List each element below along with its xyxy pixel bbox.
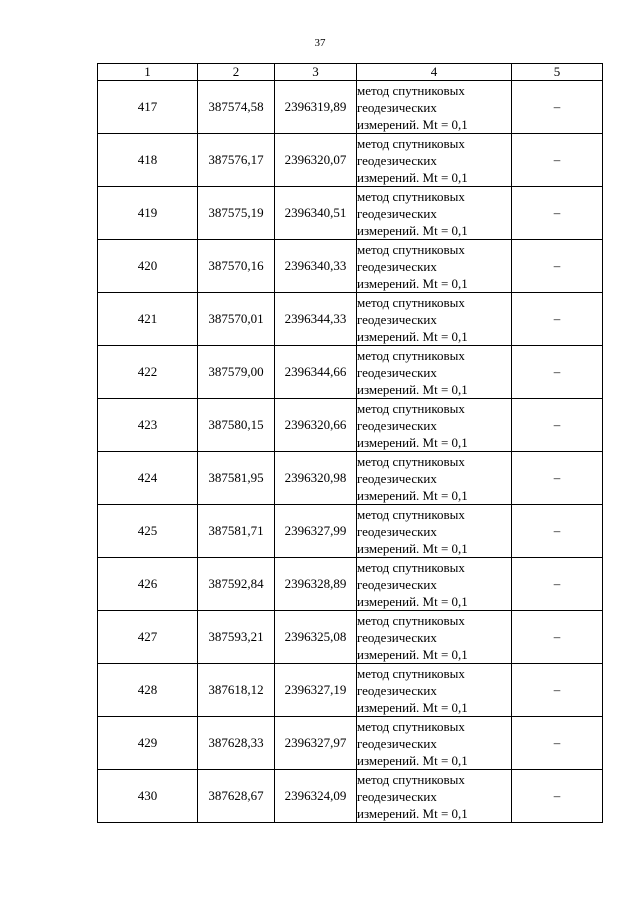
method-line: измерений. Mt = 0,1 [357,275,468,291]
table-row [98,293,603,346]
method-line: геодезических [357,99,437,115]
table-row [98,399,603,452]
method-line: геодезических [357,629,437,645]
method-cell [357,134,512,187]
method-cell [357,770,512,823]
method-line: метод спутниковых [357,559,465,575]
method-line: измерений. Mt = 0,1 [357,222,468,238]
method-line: геодезических [357,417,437,433]
method-cell [357,505,512,558]
point-number-cell: 425 [98,505,198,558]
point-number-cell: 423 [98,399,198,452]
y-coordinate-cell: 2396340,51 [275,187,357,240]
table-row [98,346,603,399]
method-line: геодезических [357,576,437,592]
method-cell [357,187,512,240]
x-coordinate-cell: 387579,00 [198,346,275,399]
x-coordinate-cell: 387581,95 [198,452,275,505]
x-coordinate-cell: 387592,84 [198,558,275,611]
method-line: метод спутниковых [357,188,465,204]
method-line: геодезических [357,788,437,804]
method-line: геодезических [357,205,437,221]
method-cell [357,611,512,664]
x-coordinate-cell: 387574,58 [198,81,275,134]
note-cell: – [512,81,603,134]
method-line: метод спутниковых [357,82,465,98]
method-line: метод спутниковых [357,506,465,522]
y-coordinate-cell: 2396319,89 [275,81,357,134]
method-line: метод спутниковых [357,347,465,363]
note-cell: – [512,187,603,240]
point-number-cell: 424 [98,452,198,505]
point-number-cell: 420 [98,240,198,293]
table-header-row [98,64,603,81]
x-coordinate-cell: 387570,16 [198,240,275,293]
method-line: геодезических [357,735,437,751]
note-cell: – [512,717,603,770]
column-header: 1 [98,64,198,81]
method-line: измерений. Mt = 0,1 [357,169,468,185]
x-coordinate-cell: 387628,33 [198,717,275,770]
y-coordinate-cell: 2396344,33 [275,293,357,346]
method-line: геодезических [357,152,437,168]
method-line: метод спутниковых [357,771,465,787]
note-cell: – [512,240,603,293]
point-number-cell: 417 [98,81,198,134]
method-line: измерений. Mt = 0,1 [357,646,468,662]
column-header: 5 [512,64,603,81]
x-coordinate-cell: 387570,01 [198,293,275,346]
method-line: геодезических [357,364,437,380]
y-coordinate-cell: 2396327,97 [275,717,357,770]
method-line: измерений. Mt = 0,1 [357,434,468,450]
point-number-cell: 419 [98,187,198,240]
method-cell [357,240,512,293]
y-coordinate-cell: 2396325,08 [275,611,357,664]
method-line: измерений. Mt = 0,1 [357,381,468,397]
point-number-cell: 418 [98,134,198,187]
note-cell: – [512,293,603,346]
method-line: измерений. Mt = 0,1 [357,699,468,715]
note-cell: – [512,399,603,452]
table-row [98,81,603,134]
point-number-cell: 430 [98,770,198,823]
x-coordinate-cell: 387618,12 [198,664,275,717]
y-coordinate-cell: 2396340,33 [275,240,357,293]
note-cell: – [512,770,603,823]
table-body [98,81,603,823]
method-line: метод спутниковых [357,612,465,628]
note-cell: – [512,505,603,558]
x-coordinate-cell: 387581,71 [198,505,275,558]
y-coordinate-cell: 2396327,19 [275,664,357,717]
note-cell: – [512,134,603,187]
note-cell: – [512,664,603,717]
method-line: геодезических [357,258,437,274]
method-cell [357,81,512,134]
point-number-cell: 427 [98,611,198,664]
x-coordinate-cell: 387575,19 [198,187,275,240]
table-row [98,452,603,505]
table-row [98,187,603,240]
table-row [98,770,603,823]
note-cell: – [512,558,603,611]
method-cell [357,452,512,505]
method-cell [357,346,512,399]
method-line: измерений. Mt = 0,1 [357,805,468,821]
point-number-cell: 428 [98,664,198,717]
method-line: геодезических [357,311,437,327]
method-line: метод спутниковых [357,718,465,734]
method-line: геодезических [357,470,437,486]
point-number-cell: 426 [98,558,198,611]
method-line: метод спутниковых [357,665,465,681]
method-line: измерений. Mt = 0,1 [357,328,468,344]
y-coordinate-cell: 2396327,99 [275,505,357,558]
point-number-cell: 422 [98,346,198,399]
method-line: метод спутниковых [357,241,465,257]
method-line: измерений. Mt = 0,1 [357,752,468,768]
note-cell: – [512,452,603,505]
x-coordinate-cell: 387593,21 [198,611,275,664]
point-number-cell: 421 [98,293,198,346]
table-row [98,505,603,558]
method-line: измерений. Mt = 0,1 [357,487,468,503]
column-header: 4 [357,64,512,81]
x-coordinate-cell: 387576,17 [198,134,275,187]
y-coordinate-cell: 2396324,09 [275,770,357,823]
x-coordinate-cell: 387628,67 [198,770,275,823]
table-row [98,664,603,717]
method-line: геодезических [357,682,437,698]
method-cell [357,558,512,611]
x-coordinate-cell: 387580,15 [198,399,275,452]
method-cell [357,717,512,770]
method-line: геодезических [357,523,437,539]
method-cell [357,664,512,717]
method-line: метод спутниковых [357,400,465,416]
table-row [98,611,603,664]
coordinates-table [97,63,603,823]
page-number: 37 [314,37,326,49]
y-coordinate-cell: 2396328,89 [275,558,357,611]
column-header: 2 [198,64,275,81]
method-line: метод спутниковых [357,135,465,151]
note-cell: – [512,611,603,664]
column-header: 3 [275,64,357,81]
table-row [98,240,603,293]
method-line: измерений. Mt = 0,1 [357,593,468,609]
method-line: измерений. Mt = 0,1 [357,540,468,556]
method-line: метод спутниковых [357,294,465,310]
table-row [98,717,603,770]
y-coordinate-cell: 2396320,66 [275,399,357,452]
method-line: измерений. Mt = 0,1 [357,116,468,132]
method-line: метод спутниковых [357,453,465,469]
y-coordinate-cell: 2396320,07 [275,134,357,187]
table-row [98,134,603,187]
y-coordinate-cell: 2396320,98 [275,452,357,505]
point-number-cell: 429 [98,717,198,770]
method-cell [357,293,512,346]
table-row [98,558,603,611]
method-cell [357,399,512,452]
note-cell: – [512,346,603,399]
y-coordinate-cell: 2396344,66 [275,346,357,399]
